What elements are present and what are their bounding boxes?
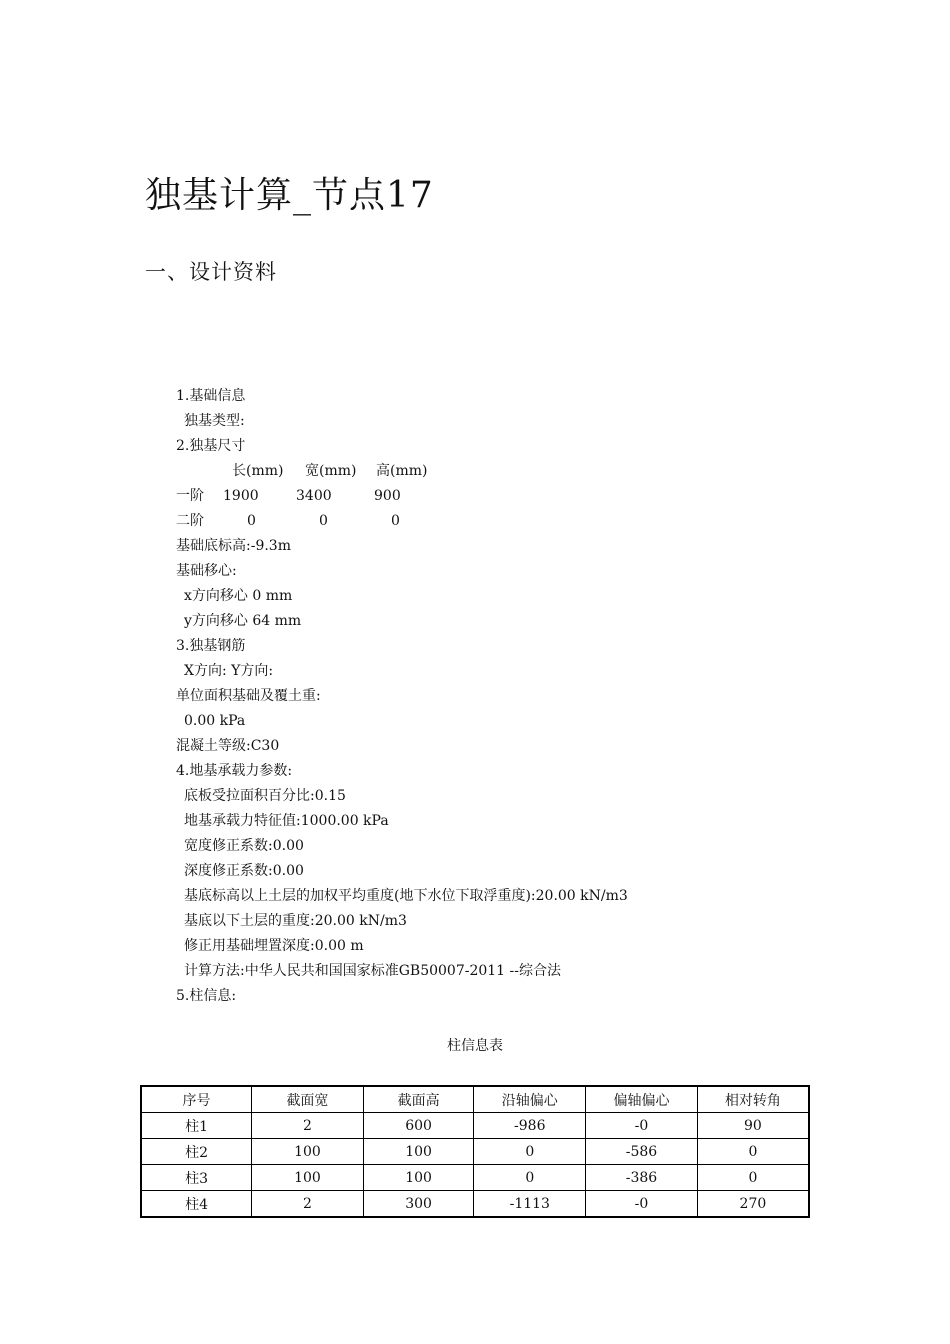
table-cell: 2 — [252, 1191, 364, 1218]
table-caption: 柱信息表 — [447, 1038, 503, 1054]
tension-area-ratio: 底板受拉面积百分比:0.15 — [184, 788, 346, 804]
table-header-row — [141, 1086, 809, 1113]
header-height: 截面高 — [363, 1086, 474, 1113]
table-cell: 柱1 — [141, 1113, 252, 1139]
step1-high: 900 — [374, 488, 401, 504]
y-eccentricity: y方向移心 64 mm — [184, 613, 302, 629]
table-cell: 270 — [697, 1191, 809, 1218]
column-info-table — [140, 1085, 810, 1218]
rebar-heading: 3.独基钢筋 — [176, 638, 246, 654]
table-cell: 0 — [697, 1165, 809, 1191]
x-eccentricity: x方向移心 0 mm — [184, 588, 293, 604]
table-cell: -386 — [586, 1165, 698, 1191]
embedment-depth: 修正用基础埋置深度:0.00 m — [184, 938, 364, 954]
step2-high: 0 — [391, 513, 400, 529]
table-cell: -1113 — [474, 1191, 586, 1218]
table-cell: 100 — [252, 1165, 364, 1191]
depth-correction: 深度修正系数:0.00 — [184, 863, 304, 879]
table-cell: 0 — [474, 1165, 586, 1191]
table-row — [141, 1113, 809, 1139]
foundation-info-heading: 1.基础信息 — [176, 388, 246, 404]
table-cell: 300 — [363, 1191, 474, 1218]
bearing-capacity: 地基承载力特征值:1000.00 kPa — [184, 813, 389, 829]
table-cell: -0 — [586, 1113, 698, 1139]
table-row — [141, 1165, 809, 1191]
table-cell: 600 — [363, 1113, 474, 1139]
base-elevation: 基础底标高:-9.3m — [176, 538, 291, 554]
step2-wide: 0 — [319, 513, 328, 529]
table-row — [141, 1139, 809, 1165]
dim-header-wide: 宽(mm) — [305, 463, 357, 479]
lower-soil-weight: 基底以下土层的重度:20.00 kN/m3 — [184, 913, 407, 929]
table-cell: -0 — [586, 1191, 698, 1218]
table-cell: 柱3 — [141, 1165, 252, 1191]
table-row — [141, 1191, 809, 1218]
table-cell: 0 — [474, 1139, 586, 1165]
table-cell: 0 — [697, 1139, 809, 1165]
step2-label: 二阶 — [176, 513, 204, 529]
bearing-params-heading: 4.地基承载力参数: — [176, 763, 293, 779]
dimensions-heading: 2.独基尺寸 — [176, 438, 246, 454]
step1-label: 一阶 — [176, 488, 204, 504]
section-heading: 一、设计资料 — [145, 260, 277, 284]
step1-long: 1900 — [223, 488, 259, 504]
step2-long: 0 — [247, 513, 256, 529]
rebar-directions: X方向: Y方向: — [184, 663, 274, 679]
soil-weight-label: 单位面积基础及覆土重: — [176, 688, 321, 704]
table-cell: 100 — [252, 1139, 364, 1165]
table-cell: 柱2 — [141, 1139, 252, 1165]
table-cell: -986 — [474, 1113, 586, 1139]
upper-soil-weight: 基底标高以上土层的加权平均重度(地下水位下取浮重度):20.00 kN/m3 — [184, 888, 628, 904]
table-cell: 100 — [363, 1165, 474, 1191]
dim-header-high: 高(mm) — [376, 463, 428, 479]
header-index: 序号 — [141, 1086, 252, 1113]
table-cell: 柱4 — [141, 1191, 252, 1218]
eccentricity-heading: 基础移心: — [176, 563, 237, 579]
width-correction: 宽度修正系数:0.00 — [184, 838, 304, 854]
soil-weight-value: 0.00 kPa — [184, 713, 246, 729]
page-title: 独基计算_节点17 — [145, 175, 434, 216]
calculation-method: 计算方法:中华人民共和国国家标准GB50007-2011 --综合法 — [184, 963, 561, 979]
header-axial-ecc: 沿轴偏心 — [474, 1086, 586, 1113]
table-cell: -586 — [586, 1139, 698, 1165]
table-cell: 2 — [252, 1113, 364, 1139]
table-cell: 100 — [363, 1139, 474, 1165]
table-cell: 90 — [697, 1113, 809, 1139]
column-info-heading: 5.柱信息: — [176, 988, 237, 1004]
concrete-grade: 混凝土等级:C30 — [176, 738, 280, 754]
foundation-type: 独基类型: — [184, 413, 245, 429]
header-width: 截面宽 — [252, 1086, 364, 1113]
header-rotation: 相对转角 — [697, 1086, 809, 1113]
dim-header-long: 长(mm) — [232, 463, 284, 479]
step1-wide: 3400 — [296, 488, 332, 504]
header-offaxis-ecc: 偏轴偏心 — [586, 1086, 698, 1113]
